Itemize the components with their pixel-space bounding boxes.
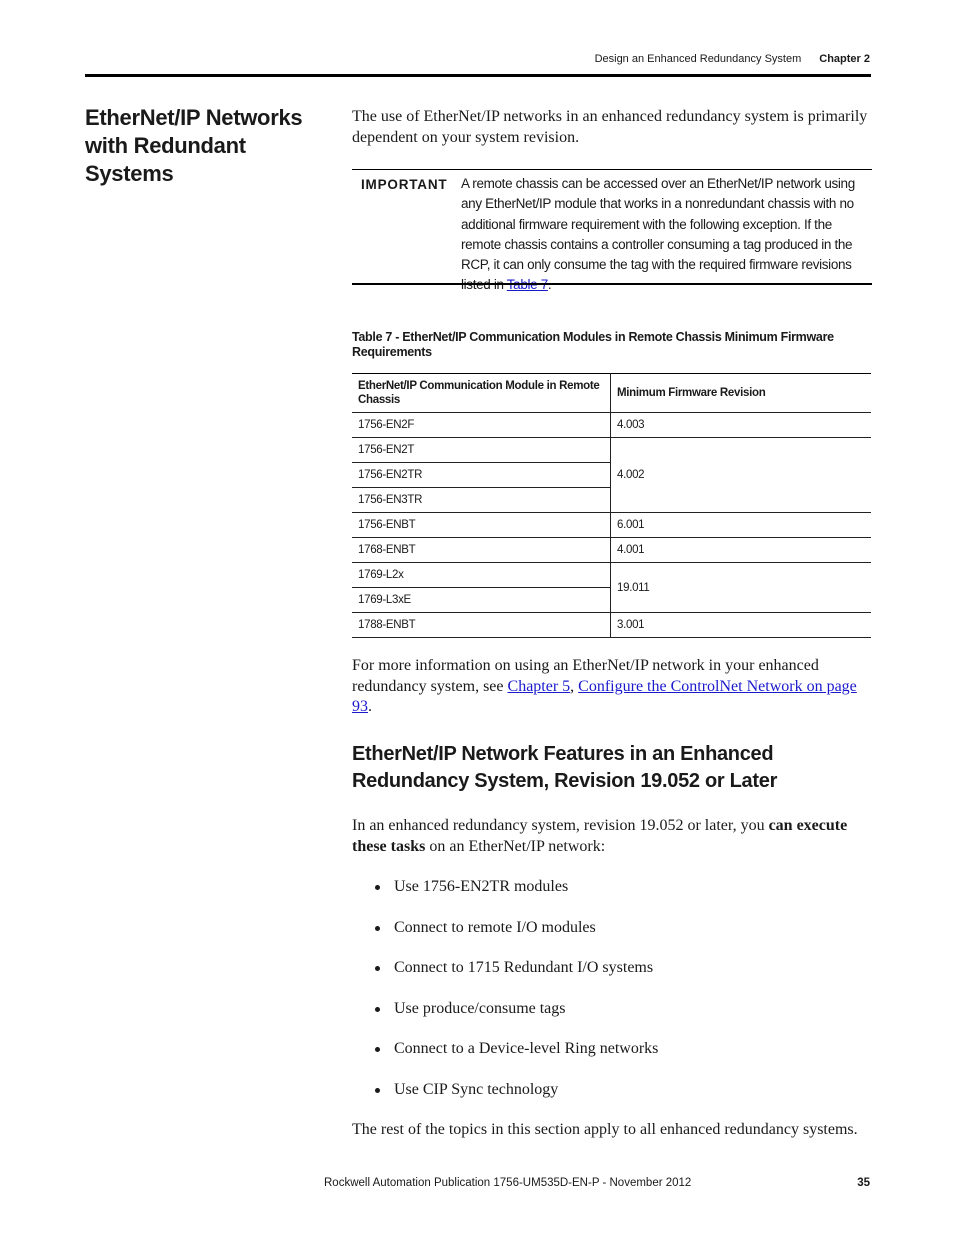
list-item <box>375 918 658 959</box>
table-row <box>352 513 871 538</box>
firmware-cell: 4.001 <box>611 538 872 563</box>
table-row <box>352 538 871 563</box>
tasks-intro-bold: can execute these tasks <box>352 817 848 855</box>
module-cell: 1756-EN2F <box>352 413 611 438</box>
tasks-intro-text: In an enhanced redundancy system, revision 19.052 or later, you <box>352 817 769 834</box>
important-label: IMPORTANT <box>361 177 448 192</box>
module-cell: 1768-ENBT <box>352 538 611 563</box>
module-cell: 1769-L3xE <box>352 588 611 613</box>
important-text <box>461 174 873 296</box>
list-item-text: Connect to a Device-level Ring networks <box>394 1040 659 1058</box>
list-item-text: Connect to 1715 Redundant I/O systems <box>394 959 654 977</box>
page-number: 35 <box>857 1177 870 1189</box>
table-row <box>352 413 871 438</box>
bullet-icon <box>375 1047 380 1052</box>
list-item <box>375 1039 658 1080</box>
running-header <box>595 53 870 65</box>
intro-paragraph: The use of EtherNet/IP networks in an enhanced redundancy system is primarily dependent on your system revision. <box>352 108 868 146</box>
list-item-text: Use produce/consume tags <box>394 999 566 1017</box>
list-item-text: Use CIP Sync technology <box>394 1080 559 1098</box>
module-cell: 1756-EN2TR <box>352 463 611 488</box>
tasks-intro-post: on an EtherNet/IP network: <box>425 837 606 855</box>
table-row <box>352 563 871 588</box>
bullet-icon <box>375 966 380 971</box>
section-title: EtherNet/IP Networks with Redundant Systems <box>85 105 303 186</box>
module-cell: 1756-ENBT <box>352 513 611 538</box>
module-cell: 1756-EN3TR <box>352 488 611 513</box>
more-info-paragraph <box>352 656 862 718</box>
list-item-text: Use 1756-EN2TR modules <box>394 878 569 895</box>
firmware-cell: 19.011 <box>611 563 872 613</box>
firmware-cell: 3.001 <box>611 613 872 638</box>
bullet-icon <box>375 885 380 890</box>
list-item <box>375 877 658 918</box>
bullet-icon <box>375 926 380 931</box>
header-chapter: Chapter 2 <box>819 53 870 65</box>
closing-paragraph: The rest of the topics in this section apply to all enhanced redundancy systems. <box>352 1121 858 1138</box>
firmware-table <box>352 373 871 638</box>
table-row <box>352 613 871 638</box>
column-header-firmware: Minimum Firmware Revision <box>611 374 872 413</box>
list-item-text: Connect to remote I/O modules <box>394 918 596 936</box>
table-row <box>352 438 871 463</box>
configure-controlnet-link[interactable]: Configure the ControlNet Network on page 93 <box>352 677 857 715</box>
module-cell: 1769-L2x <box>352 563 611 588</box>
table-caption: Table 7 - EtherNet/IP Communication Modules in Remote Chassis Minimum Firmware Requirements <box>352 330 834 359</box>
column-header-module: EtherNet/IP Communication Module in Remote Chassis <box>352 374 611 413</box>
table-header-row <box>352 374 871 413</box>
firmware-cell: 4.002 <box>611 438 872 513</box>
footer-publication: Rockwell Automation Publication 1756-UM535D-EN-P - November 2012 <box>324 1177 692 1189</box>
tasks-intro-paragraph <box>352 816 867 857</box>
list-item <box>375 1080 658 1121</box>
task-list <box>375 877 658 1121</box>
firmware-cell: 4.003 <box>611 413 872 438</box>
module-cell: 1788-ENBT <box>352 613 611 638</box>
firmware-cell: 6.001 <box>611 513 872 538</box>
list-item <box>375 958 658 999</box>
chapter-5-link[interactable]: Chapter 5 <box>507 677 571 695</box>
more-info-text: For more information on using an EtherNet/IP network in your enhanced redundancy system, see <box>352 657 819 695</box>
list-item <box>375 999 658 1040</box>
more-info-end: . <box>368 698 372 715</box>
bullet-icon <box>375 1007 380 1012</box>
important-bottom-rule <box>352 283 872 285</box>
more-info-sep: , <box>570 677 579 695</box>
subsection-heading: EtherNet/IP Network Features in an Enhanced Redundancy System, Revision 19.052 or Later <box>352 743 778 792</box>
header-section: Design an Enhanced Redundancy System <box>594 53 802 65</box>
important-body: A remote chassis can be accessed over an EtherNet/IP network using any EtherNet/IP module that works in a nonredundant chassis with no additional firmware requirement with the following exception. If the remote chassis contains a controller consuming a tag produced in the RCP, it can only consume the tag with the required firmware revisions <box>461 176 855 273</box>
header-rule <box>85 74 871 77</box>
bullet-icon <box>375 1088 380 1093</box>
module-cell: 1756-EN2T <box>352 438 611 463</box>
important-top-rule <box>352 169 872 170</box>
